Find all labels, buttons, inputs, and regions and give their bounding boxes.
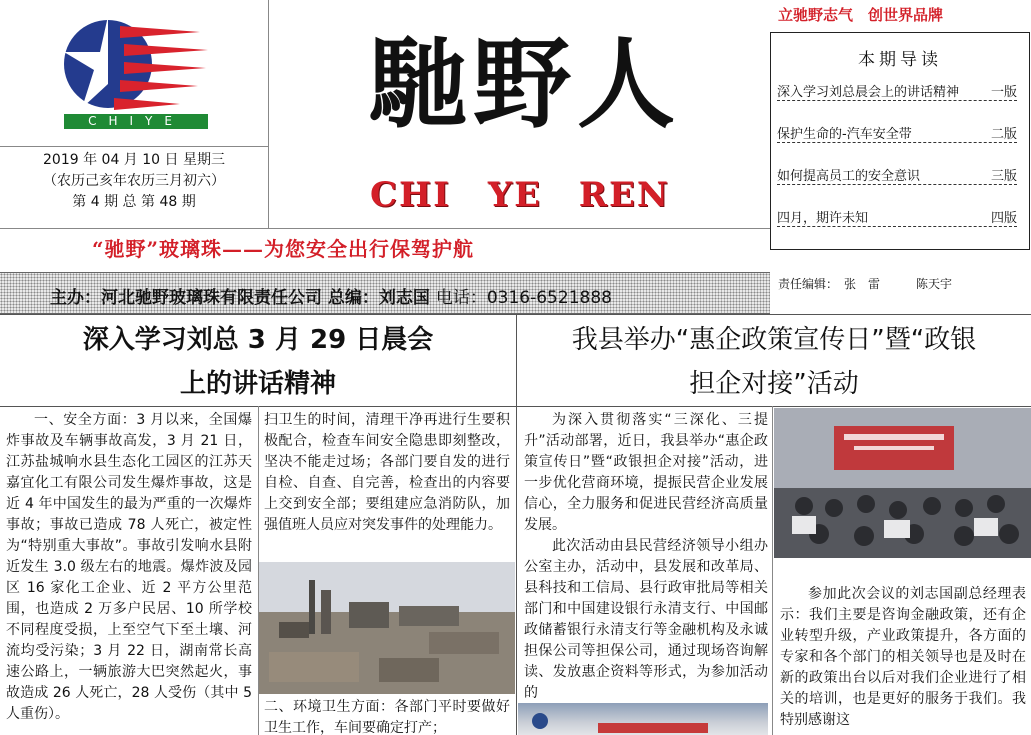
article-divider bbox=[516, 314, 517, 735]
article-paragraph: 为深入贯彻落实“三深化、三提升”活动部署，近日，我县举办“惠企政策宣传日”暨“政银担企对接”活动，进一步优化营商环境，提振民营企业发展信心，全力服务和促进民营经济高质量发展。 bbox=[524, 412, 768, 533]
guide-item-page: 三版 bbox=[990, 169, 1017, 184]
headline-line: 上的讲话精神 bbox=[179, 369, 336, 399]
headline-line: 深入学习刘总 3 月 29 日晨会 bbox=[82, 325, 434, 355]
guide-item-label: 四月，期许未知 bbox=[777, 211, 869, 226]
guide-item-page: 一版 bbox=[990, 85, 1017, 100]
brand-slogan: 立驰野志气 创世界品牌 bbox=[778, 6, 944, 24]
guide-item-label: 深入学习刘总晨会上的讲话精神 bbox=[777, 85, 960, 100]
article-headline-right[interactable] bbox=[518, 318, 1030, 406]
article-paragraph: 此次活动由县民营经济领导小组办公室主办，活动中，县发展和改革局、县科技和工信局、县行政审批局等相关部门和中国建设银行永清支行、中国邮政储蓄银行永清支行等金融机构及永诚担保公司等担保公司，通过现场咨询解读、发放惠企资料等形式，为参加活动的 bbox=[524, 538, 768, 700]
guide-item[interactable] bbox=[777, 207, 1017, 227]
article-paragraph: 二、环境卫生方面：各部门平时要做好卫生工作，车间要确定打产； bbox=[264, 699, 510, 735]
article-left-column-1 bbox=[6, 410, 252, 735]
header-divider bbox=[268, 0, 269, 228]
publisher-phone: 电话：0316-6521888 bbox=[435, 288, 612, 308]
publisher-info bbox=[50, 283, 612, 308]
event-banner-image bbox=[518, 703, 768, 735]
article-headline-left[interactable] bbox=[0, 318, 516, 406]
chemical-plant-image bbox=[259, 562, 515, 694]
masthead-romanized bbox=[370, 175, 670, 215]
issue-number: 第 4 期 总 第 48 期 bbox=[72, 194, 196, 210]
article-left-column-2-continued bbox=[264, 697, 510, 735]
masthead-romanized-word: REN bbox=[578, 175, 670, 215]
guide-item-label: 如何提高员工的安全意识 bbox=[777, 169, 921, 184]
article-right-column-1 bbox=[524, 410, 768, 700]
guide-title: 本期导读 bbox=[858, 50, 942, 70]
headline-line: 担企对接”活动 bbox=[689, 369, 859, 399]
column-divider bbox=[772, 406, 773, 735]
event-photo-bottom bbox=[518, 703, 768, 735]
article-paragraph: 扫卫生的时间，清理干净再进行生要积极配合，检查车间安全隐患即刻整改，坚决不能走过场；各部门要自发的进行自检、自查、自完善，检查出的内容要上交到安全部；要组建应急消防队，加强值班人员应对突发事件的处理能力。 bbox=[264, 412, 510, 533]
article-right-column-2 bbox=[780, 584, 1026, 735]
logo-wordmark: CHIYE bbox=[64, 114, 208, 129]
chemical-plant-photo bbox=[259, 562, 515, 694]
guide-item[interactable] bbox=[777, 123, 1017, 143]
meeting-image bbox=[774, 408, 1031, 558]
article-left-column-2 bbox=[264, 410, 510, 558]
header-divider bbox=[0, 228, 770, 229]
masthead-title: 馳野人 bbox=[368, 27, 681, 142]
publisher-name: 主办：河北驰野玻璃珠有限责任公司 总编：刘志国 bbox=[50, 288, 430, 308]
masthead-romanized-word: YE bbox=[487, 175, 543, 215]
header-divider bbox=[0, 146, 268, 147]
guide-item-label: 保护生命的-汽车安全带 bbox=[777, 127, 912, 142]
issue-date: 2019 年 04 月 10 日 星期三 bbox=[43, 152, 225, 168]
headline-line: 我县举办“惠企政策宣传日”暨“政银 bbox=[571, 325, 977, 355]
guide-item-page: 四版 bbox=[990, 211, 1017, 226]
section-divider bbox=[0, 406, 1031, 407]
article-paragraph: 一、安全方面：3 月以来，全国爆炸事故及车辆事故高发，3 月 21 日，江苏盐城响水县生态化工园区的江苏天嘉宜化工有限公司发生爆炸事故，这是近 4 年中国发生的最为严重的一次爆炸事故；事故已造成 78 人死亡，被定性为“特别重大事故”。事故引发响水县附近发生 3.0 级左右的地震。爆炸波及园区 16 家化工企业、近 2 平方公里范围，也造成 2 万多户民居、10 所学校不同程度受损，上至空气下至土壤、河流均受污染；3 月 22 日，湖南常长高速公路上，一辆旅游大巴突然起火，事故造成 26 人死亡，28 人受伤（其中 5 人重伤）。 bbox=[6, 412, 252, 722]
product-slogan: “驰野”玻璃珠——为您安全出行保驾护航 bbox=[92, 237, 475, 261]
article-paragraph: 参加此次会议的刘志国副总经理表示：我们主要是咨询金融政策，还有企业转型升级，产业政策提升，各方面的专家和各个部门的相关领导也是及时在新的政策出台以后对我们企业进行了相关的培训，也是更好的服务于我们。我特别感谢这 bbox=[780, 586, 1026, 728]
meeting-photo bbox=[774, 408, 1031, 558]
masthead-romanized-word: CHI bbox=[370, 175, 452, 215]
guide-item[interactable] bbox=[777, 81, 1017, 101]
lunar-date: （农历己亥年农历三月初六） bbox=[43, 173, 225, 189]
issue-guide-box bbox=[770, 32, 1030, 250]
guide-item-page: 二版 bbox=[990, 127, 1017, 142]
guide-item[interactable] bbox=[777, 165, 1017, 185]
issue-date-block bbox=[0, 150, 268, 213]
chiye-logo-icon bbox=[60, 12, 210, 130]
responsible-editors: 责任编辑： 张 雷 陈天宇 bbox=[778, 277, 953, 291]
